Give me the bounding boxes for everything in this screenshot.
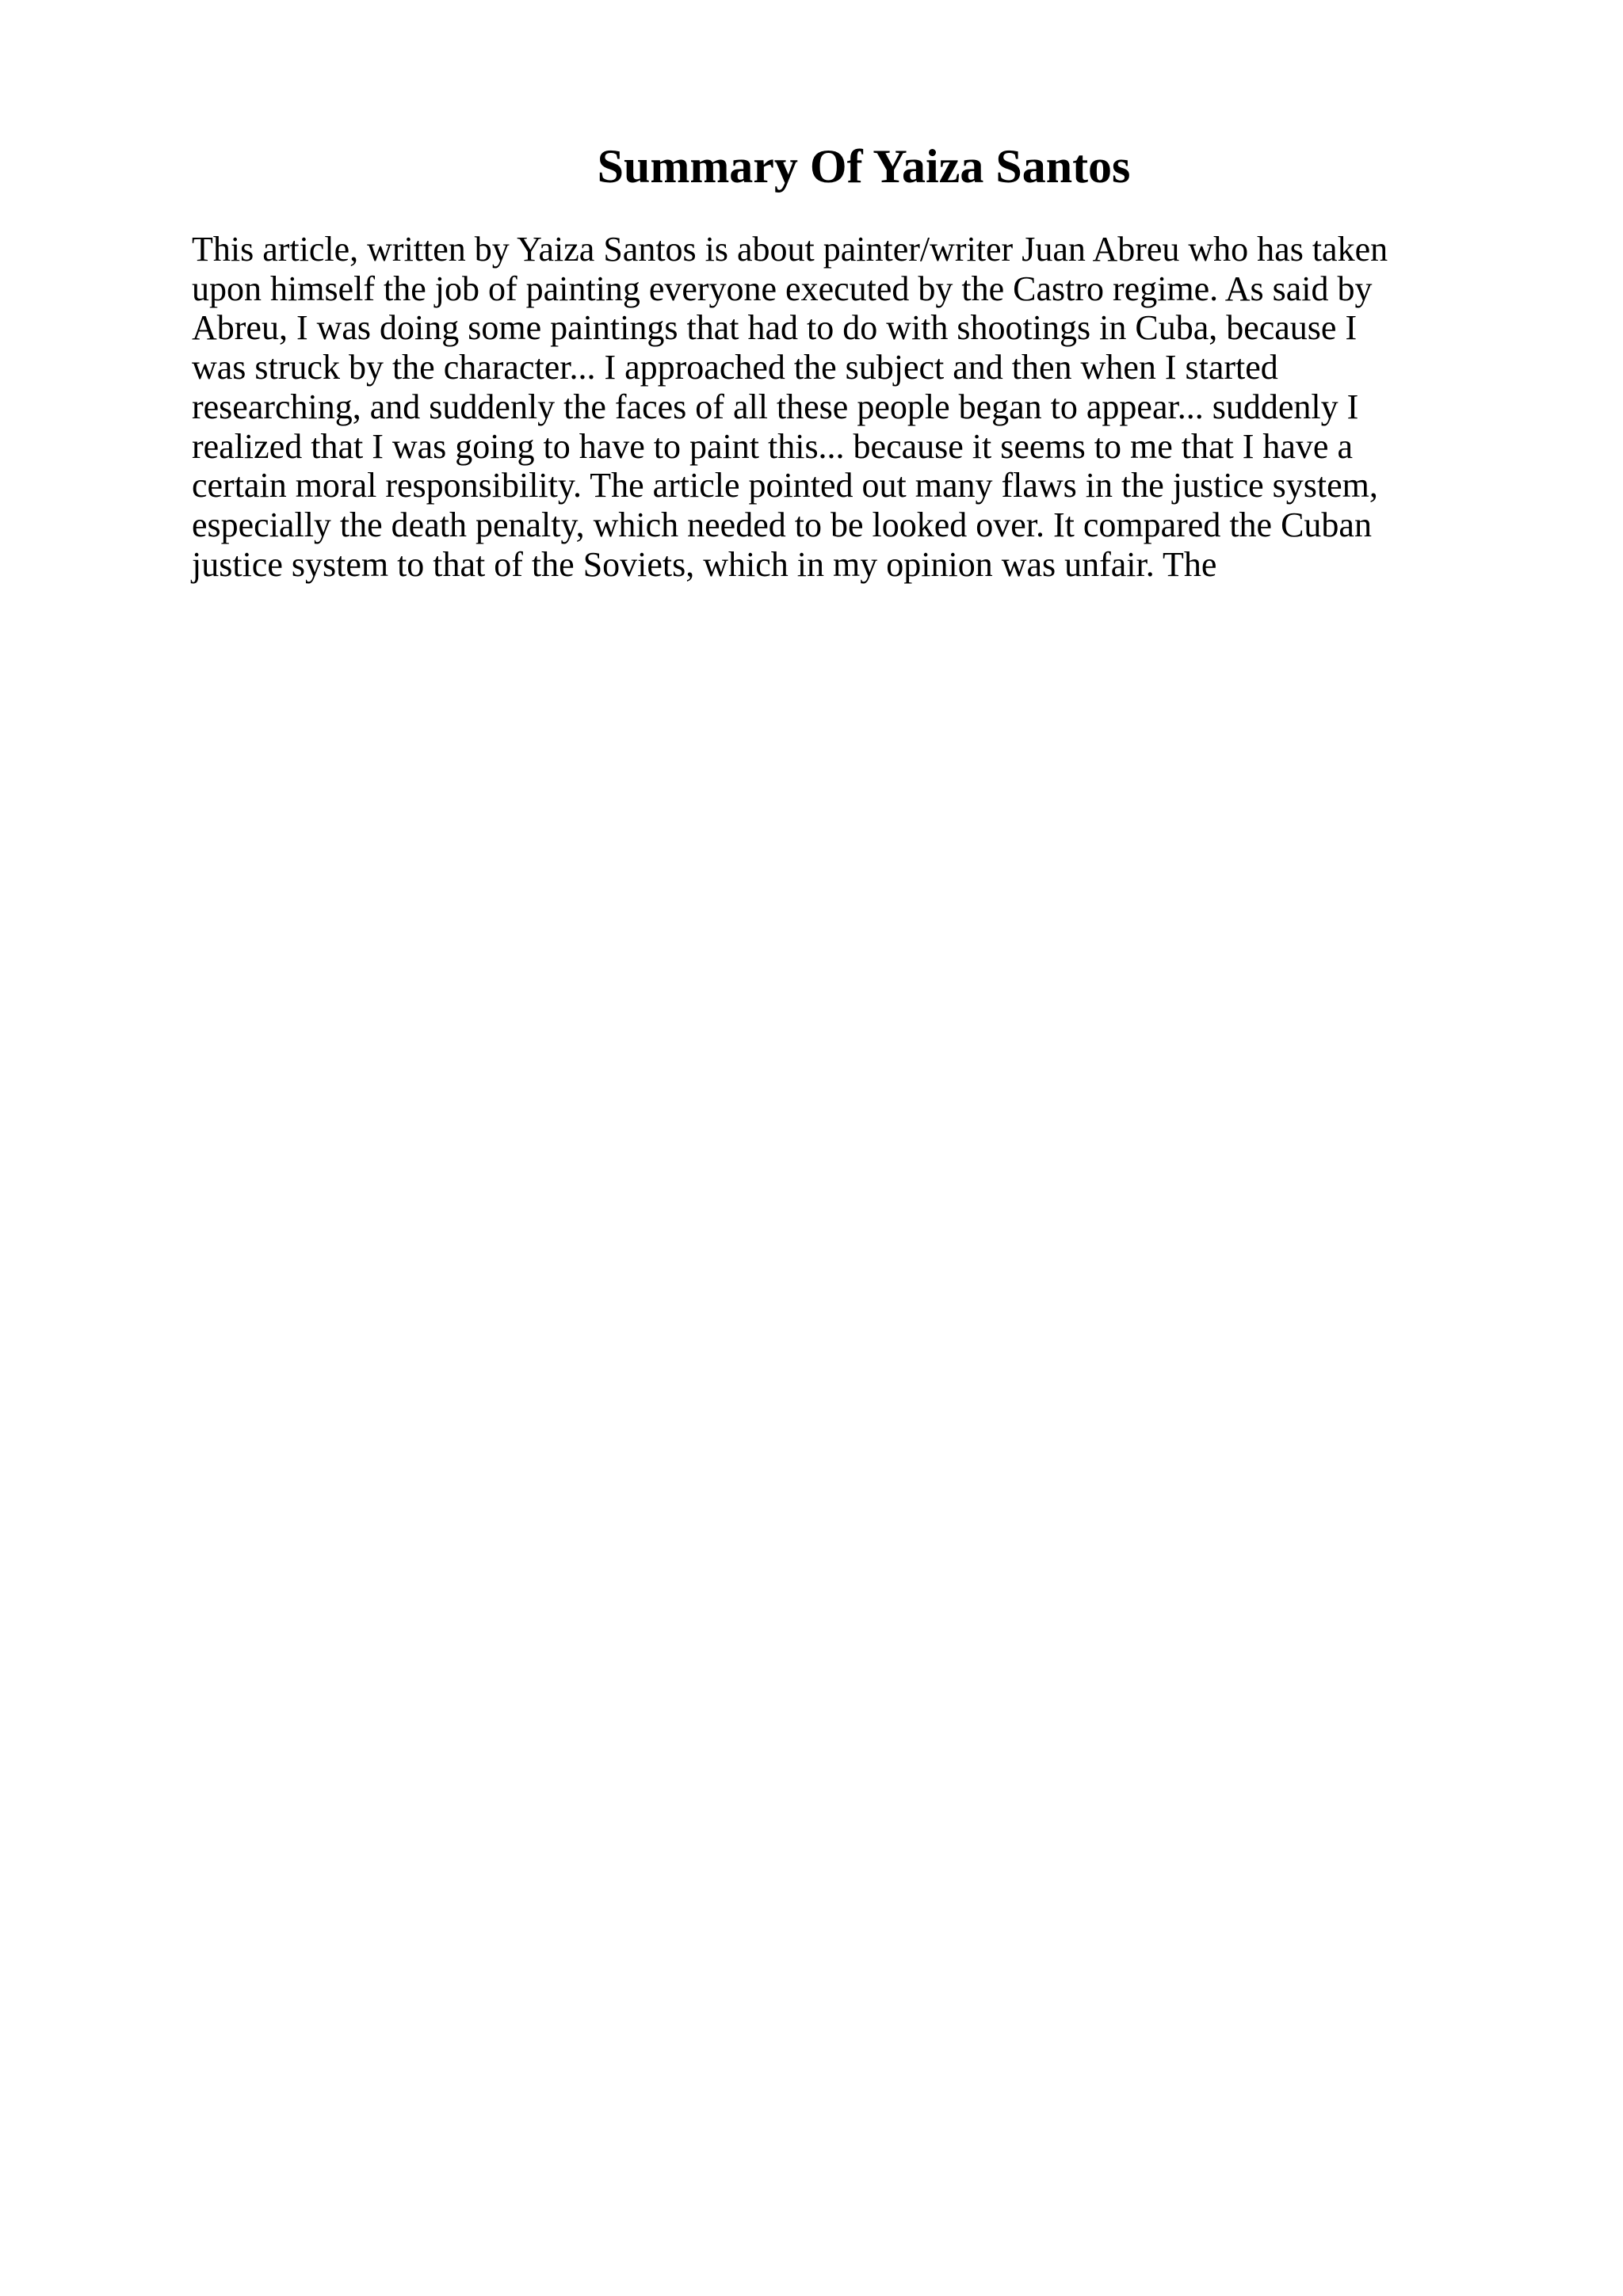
paragraph-line: upon himself the job of painting everyone executed by the Castro regime. As said by [192, 269, 1373, 308]
paragraph-line: realized that I was going to have to paint this... because it seems to me that I have a [192, 426, 1353, 466]
paragraph-line: Abreu, I was doing some paintings that had to do with shootings in Cuba, because I [192, 308, 1358, 348]
paragraph-line: researching, and suddenly the faces of all these people began to appear... suddenly I [192, 387, 1359, 426]
page-title: Summary Of Yaiza Santos [597, 140, 1131, 193]
paragraph-line: This article, written by Yaiza Santos is about painter/writer Juan Abreu who has taken [192, 230, 1388, 269]
body-paragraph [192, 230, 1491, 584]
paragraph-line: especially the death penalty, which needed to be looked over. It compared the Cuban [192, 505, 1372, 544]
paragraph-line: certain moral responsibility. The article pointed out many flaws in the justice system, [192, 466, 1378, 505]
paragraph-line: justice system to that of the Soviets, which in my opinion was unfair. The [192, 544, 1217, 584]
paragraph-line: was struck by the character... I approached the subject and then when I started [192, 348, 1278, 387]
